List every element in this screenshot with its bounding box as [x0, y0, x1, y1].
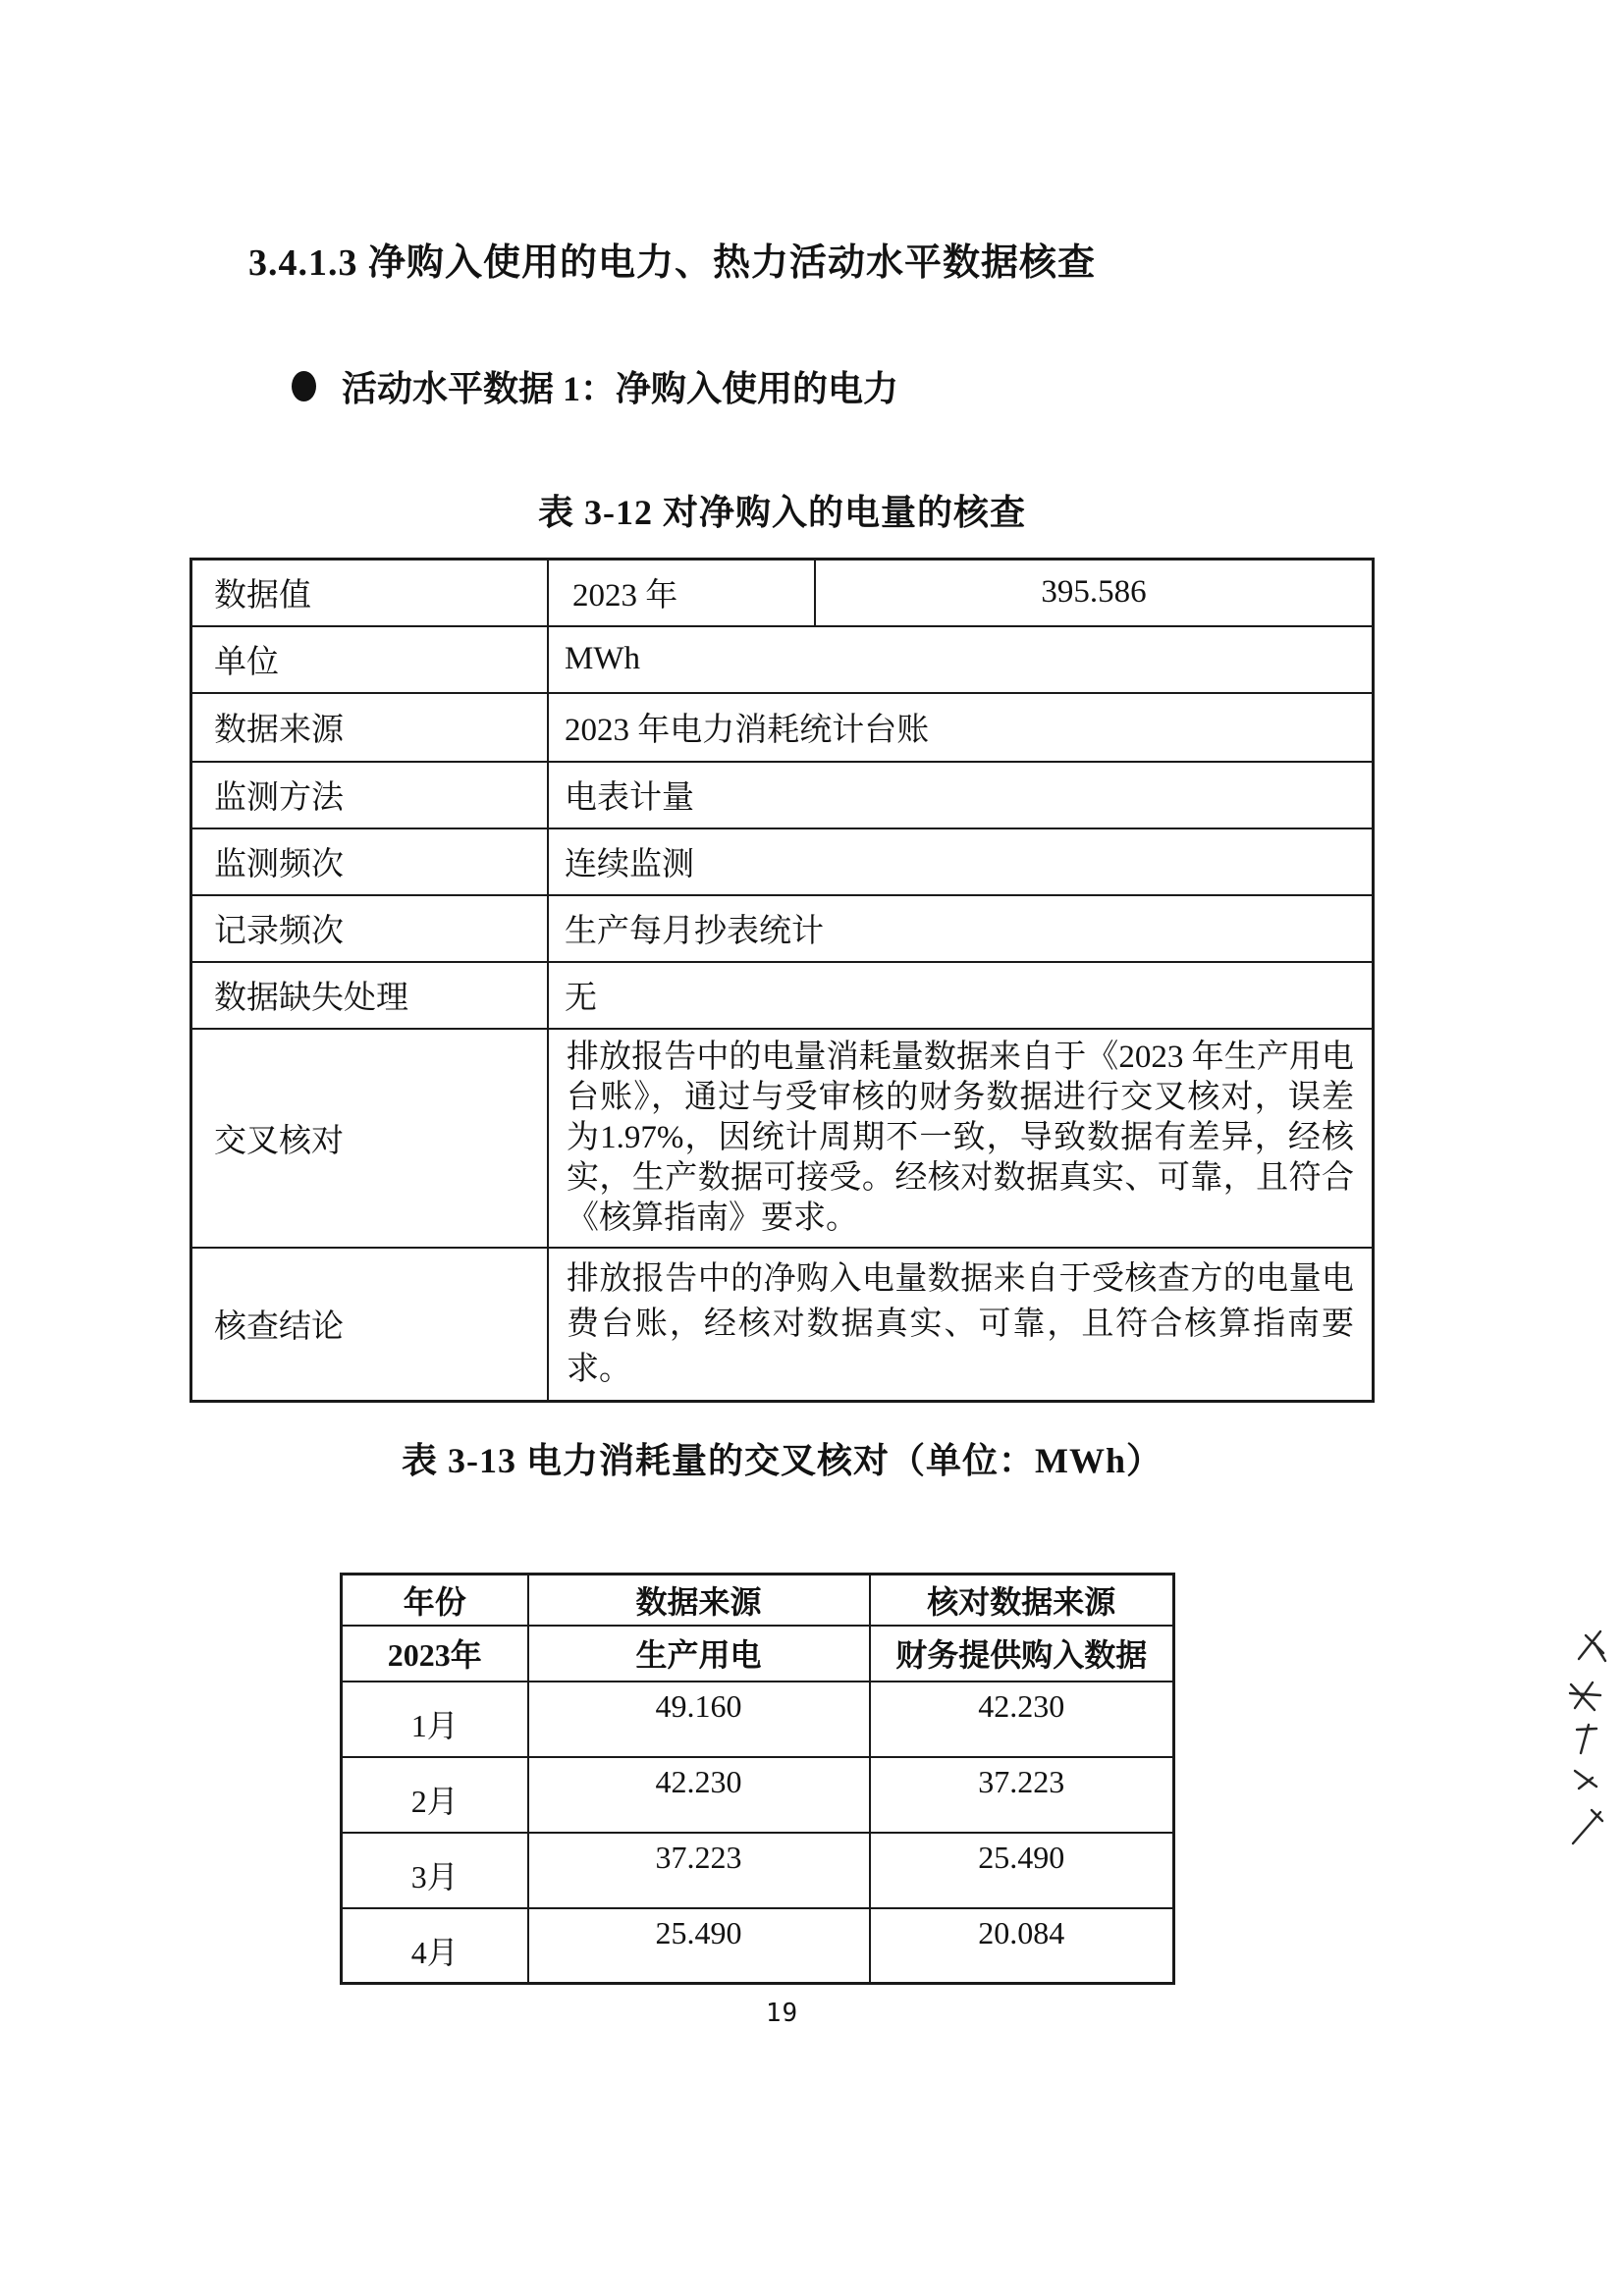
- table-3-13: [340, 1573, 1175, 1985]
- table-row: [342, 1682, 1174, 1757]
- production-value-cell: 42.230: [528, 1757, 870, 1833]
- table-row: [191, 1248, 1374, 1402]
- table-3-12-title: 表 3-12 对净购入的电量的核查: [538, 493, 1026, 532]
- month-cell: 2月: [342, 1757, 528, 1833]
- row-value-cell: 2023 年电力消耗统计台账: [548, 693, 1374, 762]
- month-cell: 1月: [342, 1682, 528, 1757]
- table-subheader-row: [342, 1626, 1174, 1682]
- table-row: [191, 895, 1374, 962]
- row-label-cell: 数据缺失处理: [191, 962, 549, 1029]
- row-label-cell: 数据来源: [191, 693, 549, 762]
- finance-value-cell: 20.084: [870, 1908, 1174, 1984]
- production-value-cell: 25.490: [528, 1908, 870, 1984]
- table-row: [191, 762, 1374, 828]
- finance-value-cell: 25.490: [870, 1833, 1174, 1908]
- bullet-icon: [292, 371, 316, 401]
- row-label-cell: 数据值: [191, 560, 549, 626]
- table-3-12: [189, 558, 1375, 1403]
- month-cell: 3月: [342, 1833, 528, 1908]
- row-value-cell: 连续监测: [548, 828, 1374, 895]
- row-label-cell: 记录频次: [191, 895, 549, 962]
- subheader-cell-year: 2023年: [342, 1626, 528, 1682]
- table-3-13-title: 表 3-13 电力消耗量的交叉核对（单位：MWh）: [402, 1441, 1163, 1480]
- bullet-list-item: [292, 361, 898, 411]
- table-header-row: [342, 1575, 1174, 1626]
- row-value-cell: MWh: [548, 626, 1374, 693]
- table-row: [342, 1908, 1174, 1984]
- finance-value-cell: 37.223: [870, 1757, 1174, 1833]
- table-row: [191, 962, 1374, 1029]
- bullet-item-text: 活动水平数据 1：净购入使用的电力: [342, 369, 899, 408]
- finance-value-cell: 42.230: [870, 1682, 1174, 1757]
- section-heading: 3.4.1.3 净购入使用的电力、热力活动水平数据核查: [248, 242, 1097, 284]
- page-number: 19: [765, 1999, 799, 2028]
- header-cell-check-source: 核对数据来源: [870, 1575, 1174, 1626]
- header-cell-source: 数据来源: [528, 1575, 870, 1626]
- row-value-cell: 排放报告中的电量消耗量数据来自于《2023 年生产用电台账》，通过与受审核的财务数据进行交叉核对，误差为1.97%，因统计周期不一致，导致数据有差异，经核实，生产数据可接受。经核对数据真实、可靠，且符合《核算指南》要求。: [548, 1029, 1374, 1248]
- subheader-cell-check-source: 财务提供购入数据: [870, 1626, 1174, 1682]
- table-row: [191, 1029, 1374, 1248]
- subheader-cell-source: 生产用电: [528, 1626, 870, 1682]
- row-value-cell: 生产每月抄表统计: [548, 895, 1374, 962]
- row-label-cell: 监测频次: [191, 828, 549, 895]
- table-row: [191, 626, 1374, 693]
- year-cell: 2023 年: [548, 560, 815, 626]
- table-row: [191, 693, 1374, 762]
- table-row: [342, 1757, 1174, 1833]
- handwritten-margin-marks-icon: [1559, 1622, 1618, 1852]
- row-value-cell: 排放报告中的净购入电量数据来自于受核查方的电量电费台账，经核对数据真实、可靠，且符合核算指南要求。: [548, 1248, 1374, 1402]
- row-value-cell: 无: [548, 962, 1374, 1029]
- row-label-cell: 核查结论: [191, 1248, 549, 1402]
- row-label-cell: 单位: [191, 626, 549, 693]
- table-row: [191, 828, 1374, 895]
- production-value-cell: 49.160: [528, 1682, 870, 1757]
- row-label-cell: 监测方法: [191, 762, 549, 828]
- table-row: [342, 1833, 1174, 1908]
- table-row: [191, 560, 1374, 626]
- header-cell-year: 年份: [342, 1575, 528, 1626]
- row-value-cell: 电表计量: [548, 762, 1374, 828]
- data-value-cell: 395.586: [815, 560, 1374, 626]
- row-label-cell: 交叉核对: [191, 1029, 549, 1248]
- month-cell: 4月: [342, 1908, 528, 1984]
- production-value-cell: 37.223: [528, 1833, 870, 1908]
